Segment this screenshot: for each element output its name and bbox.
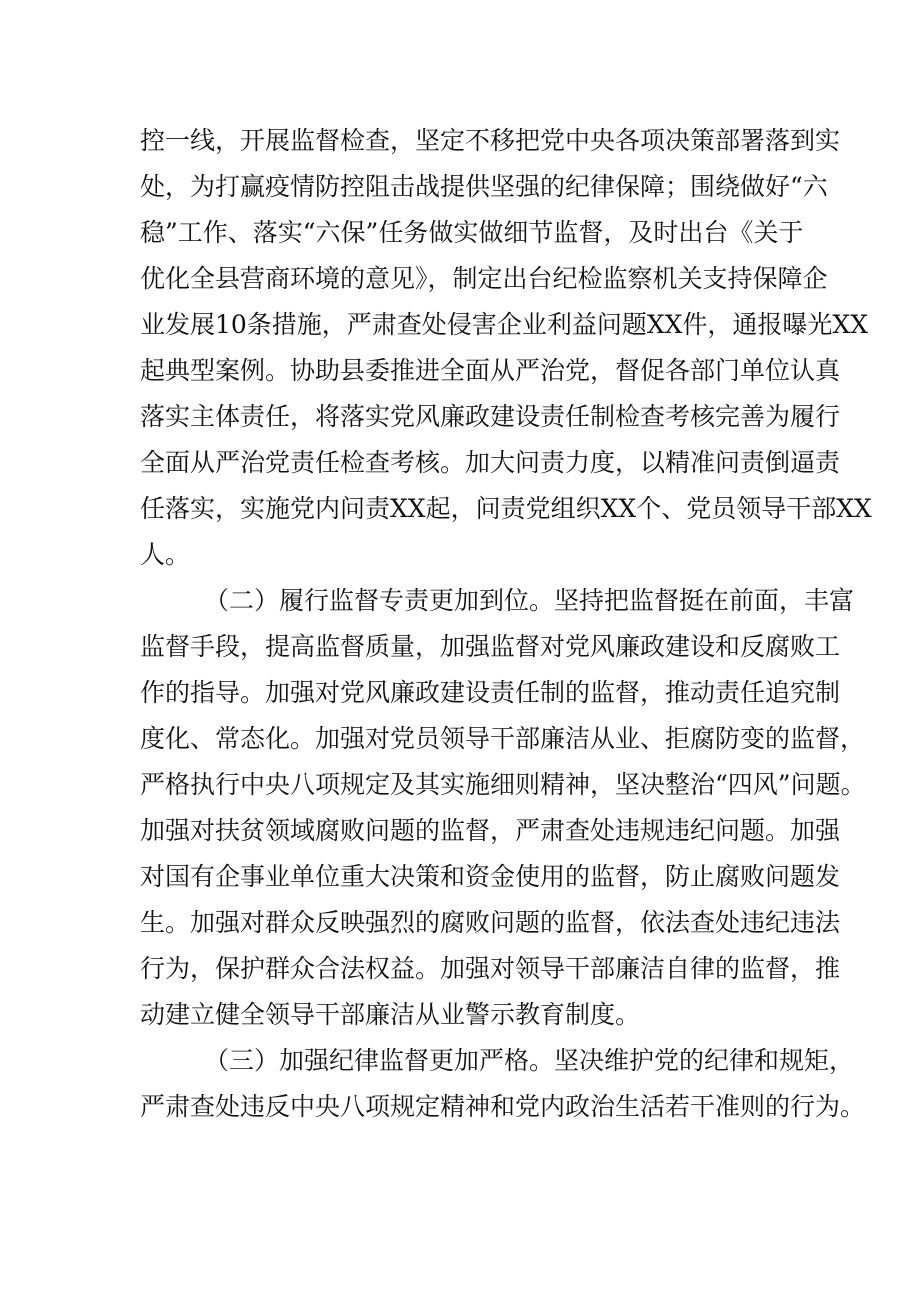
text-line: 人。 [140, 540, 191, 569]
text-line: 行为，保护群众合法权益。加强对领导干部廉洁自律的监督，推 [140, 954, 841, 983]
text-line: 任落实，实施党内问责XX起，问责党组织XX个、党员领导干部XX [140, 494, 872, 523]
text-line: 控一线，开展监督检查，坚定不移把党中央各项决策部署落到实 [140, 126, 841, 155]
text-line: 对国有企事业单位重大决策和资金使用的监督，防止腐败问题发 [140, 862, 841, 891]
paragraph-1 [140, 118, 872, 578]
text-line: （三）加强纪律监督更加严格。坚决维护党的纪律和规矩， [204, 1046, 855, 1075]
text-line: 加强对扶贫领域腐败问题的监督，严肃查处违规违纪问题。加强 [140, 816, 841, 845]
text-line: 度化、常态化。加强对党员领导干部廉洁从业、拒腐防变的监督， [140, 724, 866, 753]
text-line: 监督手段，提高监督质量，加强监督对党风廉政建设和反腐败工 [140, 632, 841, 661]
text-line: 优化全县营商环境的意见》，制定出台纪检监察机关支持保障企 [140, 264, 828, 293]
text-line: 动建立健全领导干部廉洁从业警示教育制度。 [140, 1000, 641, 1029]
text-line: 起典型案例。协助县委推进全面从严治党，督促各部门单位认真 [140, 356, 841, 385]
document-body [140, 118, 872, 1130]
text-line: 稳”工作、落实“六保”任务做实做细节监督，及时出台《关于 [140, 218, 804, 247]
text-line: 业发展10条措施，严肃查处侵害企业利益问题XX件，通报曝光XX [140, 310, 869, 339]
text-line: 落实主体责任，将落实党风廉政建设责任制检查考核完善为履行 [140, 402, 841, 431]
text-line: 严格执行中央八项规定及其实施细则精神，坚决整治“四风”问题。 [140, 770, 866, 799]
text-line: 严肃查处违反中央八项规定精神和党内政治生活若干准则的行为。 [140, 1092, 866, 1121]
text-line: 全面从严治党责任检查考核。加大问责力度，以精准问责倒逼责 [140, 448, 841, 477]
text-line: 作的指导。加强对党风廉政建设责任制的监督，推动责任追究制 [140, 678, 841, 707]
paragraph-2 [140, 578, 866, 1038]
text-line: 生。加强对群众反映强烈的腐败问题的监督，依法查处违纪违法 [140, 908, 841, 937]
text-line: （二）履行监督专责更加到位。坚持把监督挺在前面，丰富 [204, 586, 855, 615]
paragraph-3 [140, 1038, 866, 1130]
text-line: 处，为打赢疫情防控阻击战提供坚强的纪律保障；围绕做好“六 [140, 172, 828, 201]
